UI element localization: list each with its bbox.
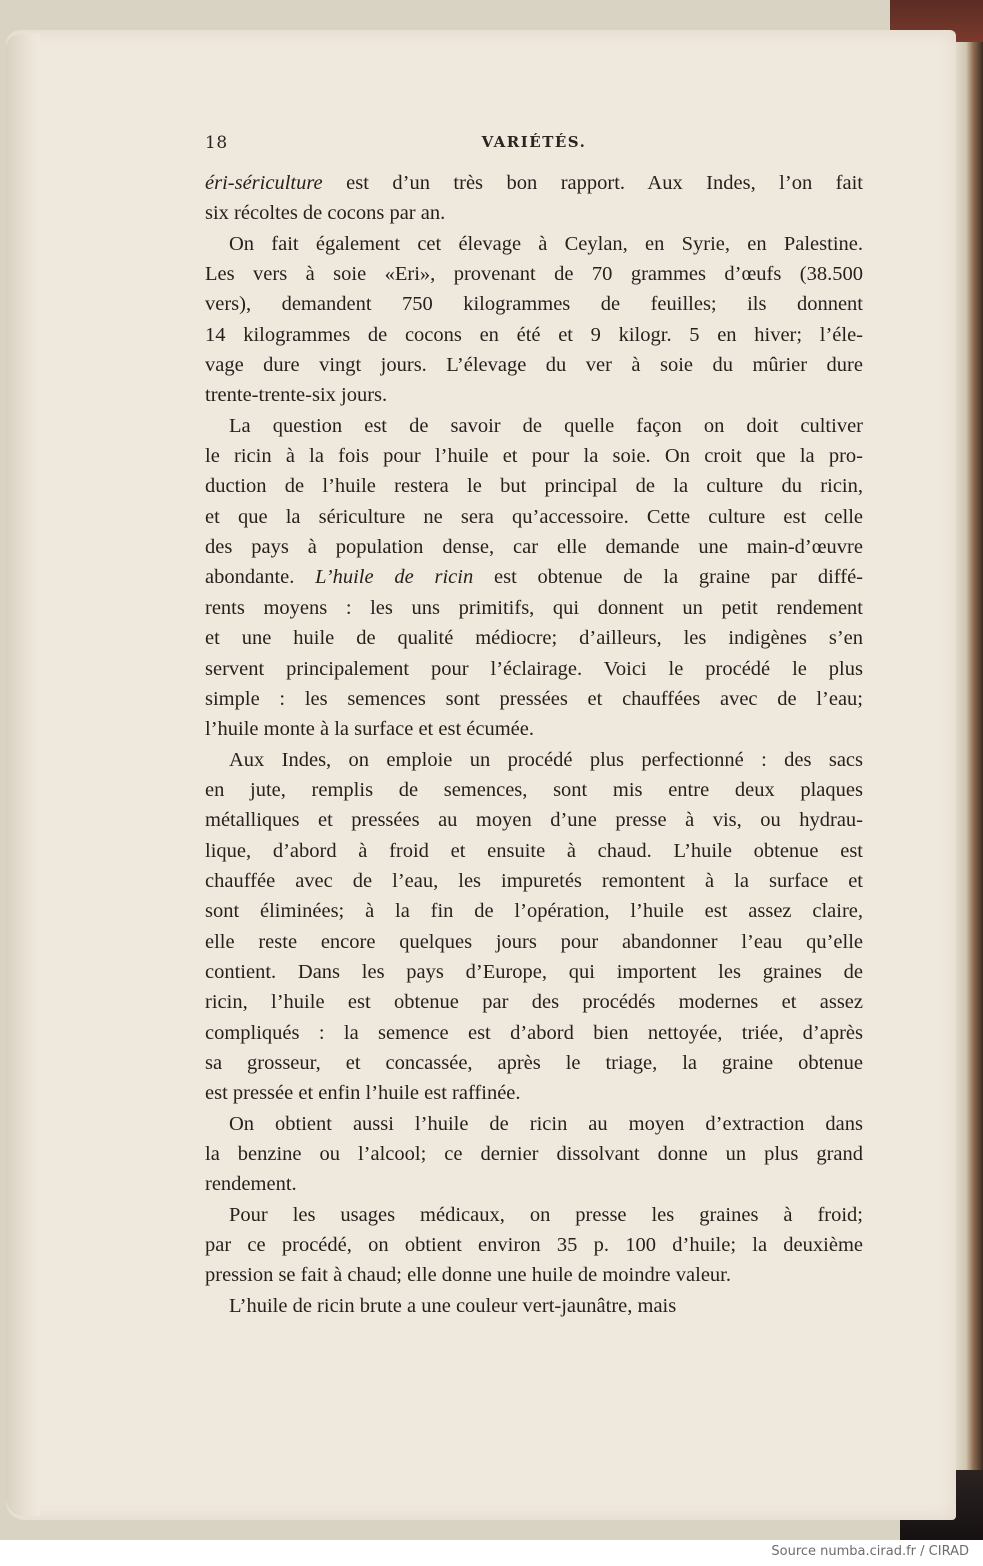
text-line: l’huile monte à la surface et est écumée. [205, 718, 534, 741]
text-line: sa grosseur, et concassée, après le triage, la graine obtenue [205, 1051, 863, 1074]
text-line [205, 168, 863, 198]
text-line: des pays à population dense, car elle demande une main-d’œuvre [205, 536, 863, 559]
text-line: et que la sériculture ne sera qu’accessoire. Cette culture est celle [205, 505, 863, 528]
text-line: Les vers à soie «Eri», provenant de 70 grammes d’œufs (38.500 [205, 263, 863, 286]
text-line: par ce procédé, on obtient environ 35 p. 100 d’huile; la deuxième [205, 1234, 863, 1257]
text-line: en jute, remplis de semences, sont mis entre deux plaques [205, 778, 863, 801]
text-line: Pour les usages médicaux, on presse les graines à froid; [229, 1203, 863, 1226]
text-line: trente-trente-six jours. [205, 384, 388, 407]
text-line: compliqués : la semence est d’abord bien nettoyée, triée, d’après [205, 1021, 863, 1044]
paragraph [205, 745, 863, 1109]
book-edge [952, 0, 983, 1540]
text-line: lique, d’abord à froid et ensuite à chaud. L’huile obtenue est [205, 839, 863, 862]
text-line: simple : les semences sont pressées et chauffées avec de l’eau; [205, 687, 863, 710]
text-line: ricin, l’huile est obtenue par des procédés modernes et assez [205, 991, 863, 1014]
page-number: 18 [205, 133, 228, 153]
text-line: métalliques et pressées au moyen d’une presse à vis, ou hydrau- [205, 809, 863, 832]
text-line: est pressée et enfin l’huile est raffinée. [205, 1082, 521, 1105]
text-line: vage dure vingt jours. L’élevage du ver à soie du mûrier dure [205, 354, 863, 377]
text-line: rendement. [205, 1173, 297, 1196]
paragraph [205, 1200, 863, 1291]
text-run: abondante. [205, 566, 316, 589]
running-head [205, 133, 863, 159]
paragraph [205, 168, 863, 229]
body-text [205, 168, 863, 1321]
text-line: rents moyens : les uns primitifs, qui donnent un petit rendement [205, 596, 863, 619]
text-line: six récoltes de cocons par an. [205, 202, 446, 225]
paragraph [205, 411, 863, 745]
text-line: L’huile de ricin brute a une couleur vert-jaunâtre, mais [229, 1294, 677, 1317]
italic-term: éri-sériculture [205, 172, 323, 194]
text-run: est d’un très bon rapport. Aux Indes, l’on fait [322, 172, 863, 194]
text-line: elle reste encore quelques jours pour abandonner l’eau qu’elle [205, 930, 863, 953]
text-line: On fait également cet élevage à Ceylan, en Syrie, en Palestine. [229, 232, 863, 255]
page-fold [6, 34, 40, 1516]
text-line: vers), demandent 750 kilogrammes de feuilles; ils donnent [205, 293, 863, 316]
text-run: est obtenue de la graine par diffé- [473, 566, 863, 589]
text-line: et une huile de qualité médiocre; d’ailleurs, les indigènes s’en [205, 627, 863, 650]
text-line: la benzine ou l’alcool; ce dernier dissolvant donne un plus grand [205, 1143, 863, 1165]
paragraph [205, 1109, 863, 1200]
text-line: La question est de savoir de quelle façon on doit cultiver [229, 414, 863, 437]
text-line: servent principalement pour l’éclairage. Voici le procédé le plus [205, 657, 863, 680]
text-line: pression se fait à chaud; elle donne une huile de moindre valeur. [205, 1264, 731, 1287]
text-line: duction de l’huile restera le but principal de la culture du ricin, [205, 475, 863, 498]
text-line: sont éliminées; à la fin de l’opération, l’huile est assez claire, [205, 900, 863, 923]
text-line: On obtient aussi l’huile de ricin au moyen d’extraction dans [229, 1112, 863, 1135]
text-line: le ricin à la fois pour l’huile et pour la soie. On croit que la pro- [205, 445, 863, 468]
text-line [205, 562, 863, 592]
paragraph [205, 1291, 863, 1321]
text-line: chauffée avec de l’eau, les impuretés remontent à la surface et [205, 869, 863, 892]
source-credit: Source numba.cirad.fr / CIRAD [771, 1544, 969, 1559]
running-title: VARIÉTÉS. [481, 133, 587, 151]
italic-term: L’huile de ricin [315, 566, 474, 589]
text-line: Aux Indes, on emploie un procédé plus perfectionné : des sacs [229, 748, 863, 771]
text-line: contient. Dans les pays d’Europe, qui importent les graines de [205, 960, 863, 983]
text-line: 14 kilogrammes de cocons en été et 9 kilogr. 5 en hiver; l’éle- [205, 323, 863, 346]
paragraph [205, 229, 863, 411]
